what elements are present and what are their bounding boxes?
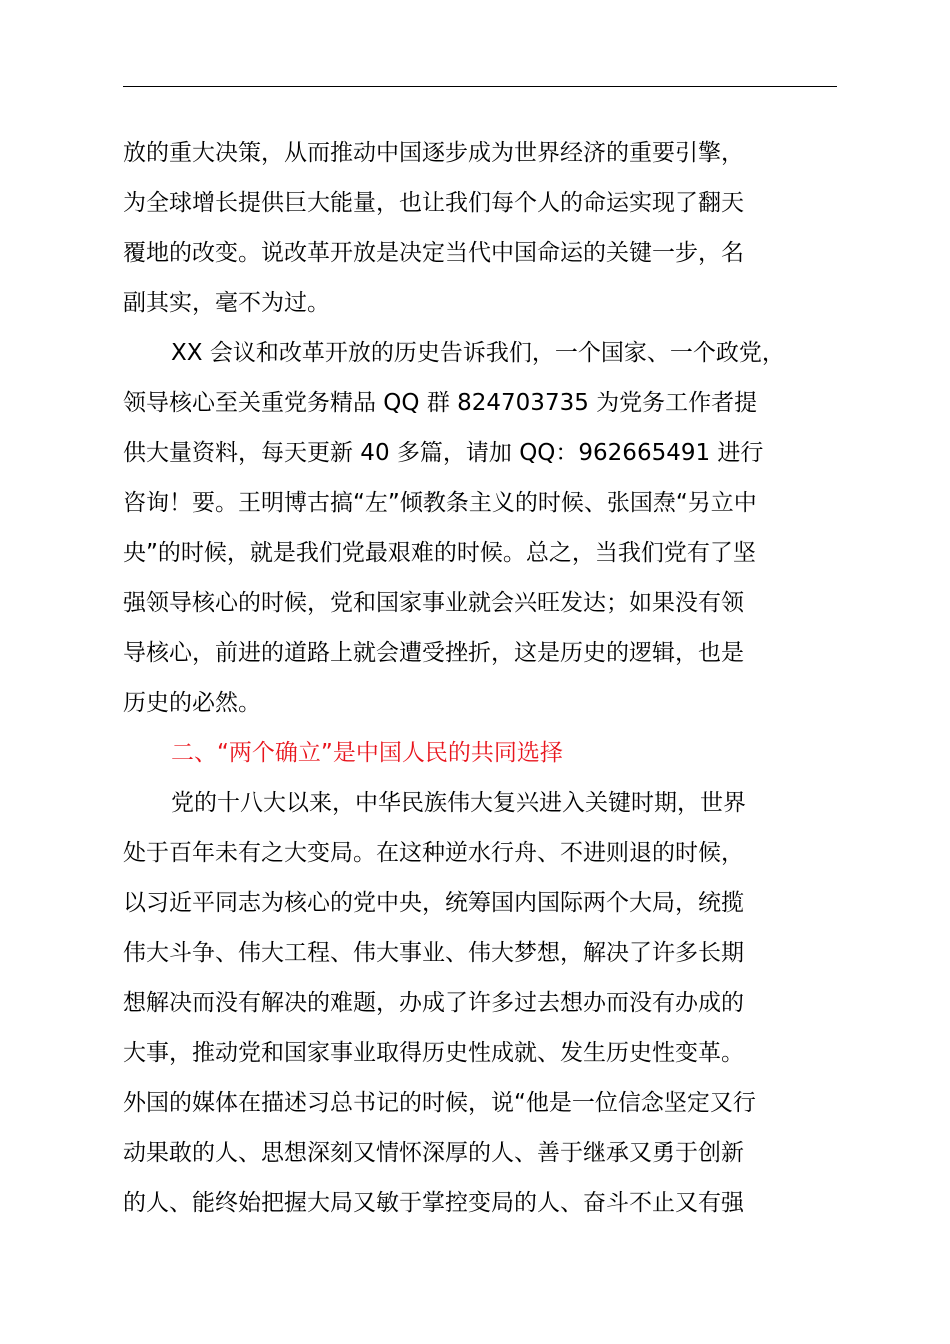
text-line: 咨询！要。王明博古搞“左”倾教条主义的时候、张国焘“另立中 (123, 490, 757, 516)
text-line: 外国的媒体在描述习总书记的时候，说“他是一位信念坚定又行 (123, 1090, 756, 1116)
paragraph-start-line: 党的十八大以来，中华民族伟大复兴进入关键时期，世界 (171, 790, 746, 816)
text-line: 处于百年未有之大变局。在这种逆水行舟、不进则退的时候， (123, 840, 744, 866)
document-body (123, 128, 837, 1228)
header-rule (123, 86, 837, 87)
paragraph-start-line: XX 会议和改革开放的历史告诉我们，一个国家、一个政党， (171, 340, 785, 366)
text-line: 副其实，毫不为过。 (123, 290, 330, 316)
text-line: 领导核心至关重党务精品 QQ 群 824703735 为党务工作者提 (123, 390, 758, 416)
text-line: 央”的时候，就是我们党最艰难的时候。总之，当我们党有了坚 (123, 540, 756, 566)
text-line: 供大量资料，每天更新 40 多篇，请加 QQ：962665491 进行 (123, 440, 764, 466)
text-line: 大事，推动党和国家事业取得历史性成就、发生历史性变革。 (123, 1040, 744, 1066)
text-line: 想解决而没有解决的难题，办成了许多过去想办而没有办成的 (123, 990, 744, 1016)
text-line: 放的重大决策，从而推动中国逐步成为世界经济的重要引擎， (123, 140, 744, 166)
text-line: 历史的必然。 (123, 690, 261, 716)
text-line: 动果敢的人、思想深刻又情怀深厚的人、善于继承又勇于创新 (123, 1140, 744, 1166)
text-line: 强领导核心的时候，党和国家事业就会兴旺发达；如果没有领 (123, 590, 744, 616)
text-line: 的人、能终始把握大局又敏于掌控变局的人、奋斗不止又有强 (123, 1190, 744, 1216)
section-heading: 二、“两个确立”是中国人民的共同选择 (171, 740, 563, 766)
text-line: 以习近平同志为核心的党中央，统筹国内国际两个大局，统揽 (123, 890, 744, 916)
text-line: 导核心，前进的道路上就会遭受挫折，这是历史的逻辑，也是 (123, 640, 744, 666)
text-line: 覆地的改变。说改革开放是决定当代中国命运的关键一步，名 (123, 240, 744, 266)
text-line: 伟大斗争、伟大工程、伟大事业、伟大梦想，解决了许多长期 (123, 940, 744, 966)
text-line: 为全球增长提供巨大能量，也让我们每个人的命运实现了翻天 (123, 190, 744, 216)
